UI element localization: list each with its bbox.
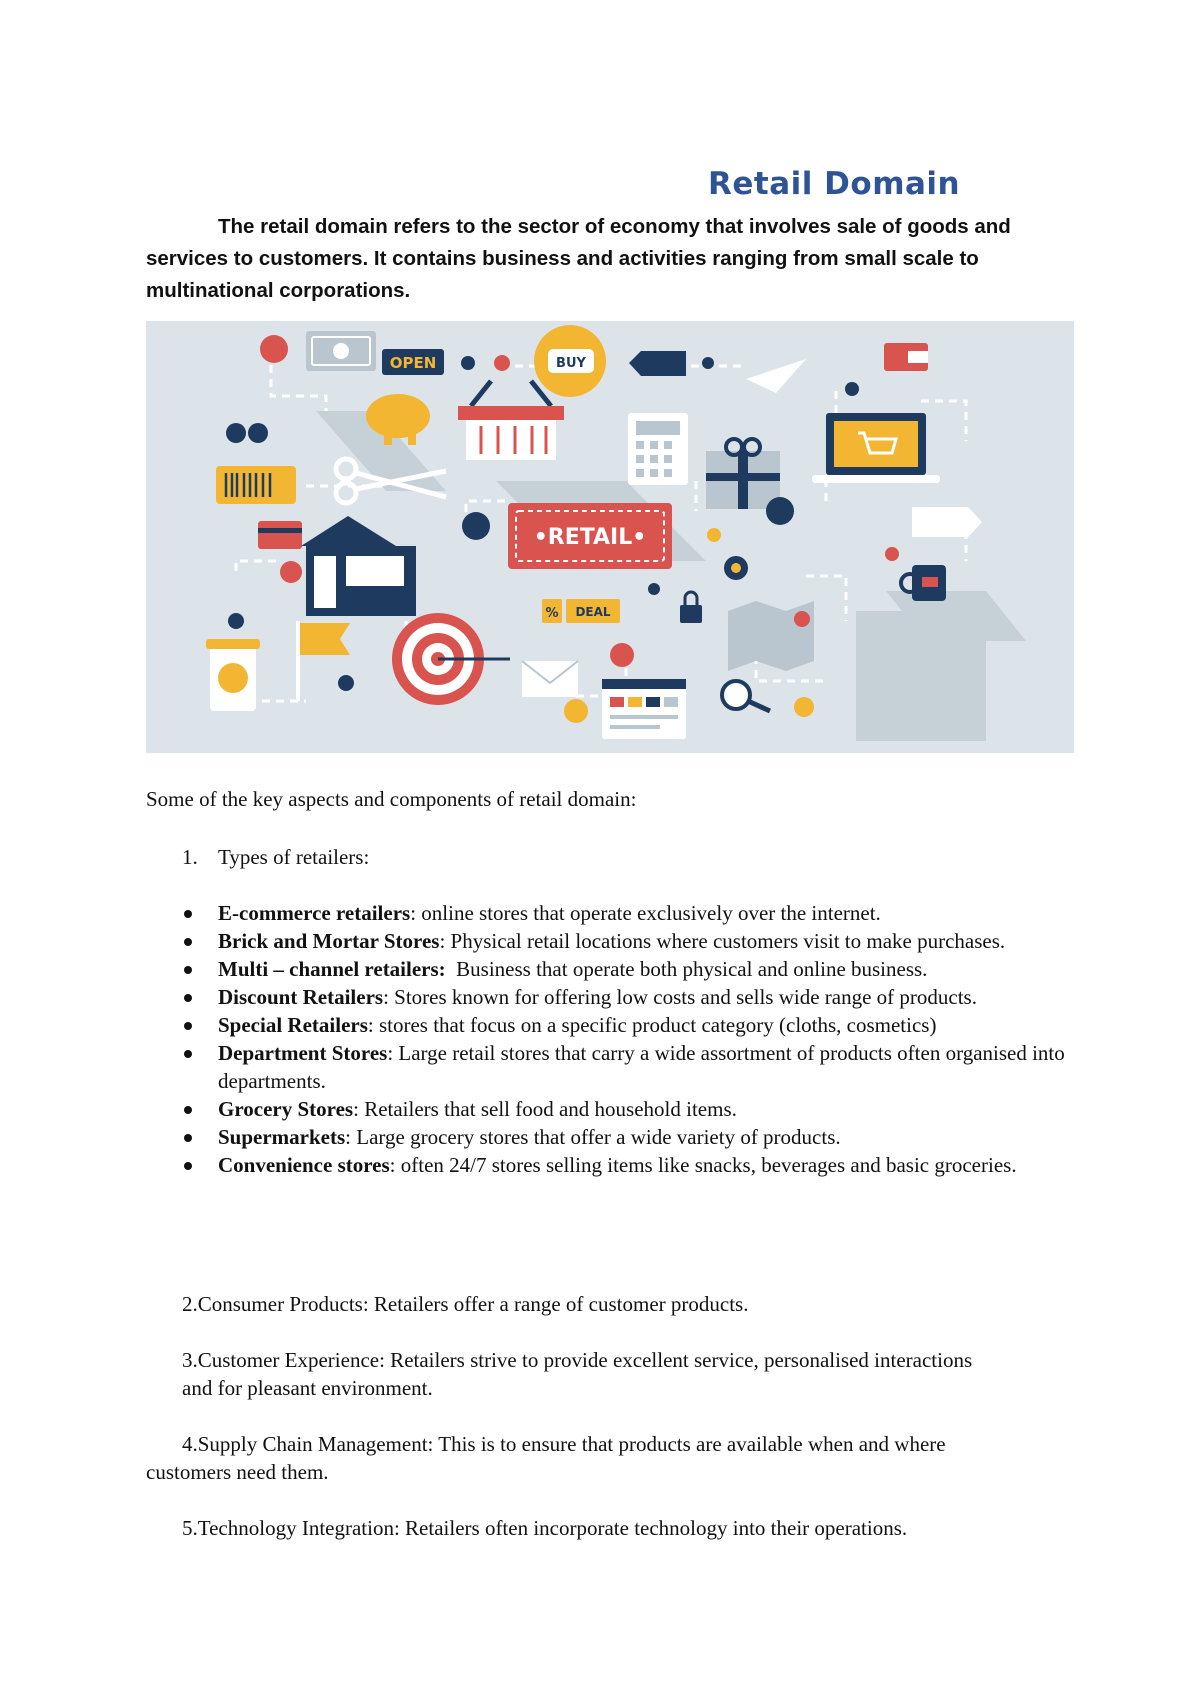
retailer-type-name: Multi – channel retailers: [218,957,446,981]
page-title: Retail Domain [708,166,961,202]
retailer-type-desc: : often 24/7 stores selling items like snacks, beverages and basic groceries. [389,1153,1017,1177]
point-number: 4. [182,1432,198,1456]
retail-illustration [146,321,1074,753]
bullet-dot [184,966,192,974]
shopping-basket-icon [458,381,564,460]
price-tag-icon [629,351,686,376]
retailer-type-desc: : Stores known for offering low costs and sells wide range of products. [383,985,977,1009]
coupon-tag-icon [912,507,982,537]
retail-illustration-graphic [146,321,1074,753]
buy-label: BUY [556,356,586,371]
browser-window-icon [602,679,686,739]
red-dot-icon [280,561,302,583]
point-number: 5. [182,1516,198,1540]
list-heading [182,843,369,871]
list-item [146,1151,1076,1179]
paper-plane-icon [746,359,806,393]
retailer-type-desc: : Large retail stores that carry a wide assortment of products often organised into departments. [218,1041,1071,1093]
retailer-type-name: Brick and Mortar Stores [218,929,440,953]
list-item [146,899,1076,927]
list-item [146,1039,1076,1095]
retailer-types-list [146,899,1076,1179]
retailer-type-desc: : Large grocery stores that offer a wide variety of products. [345,1125,841,1149]
retailer-type-name: Discount Retailers [218,985,384,1009]
piggy-bank-icon [366,394,430,438]
list-item [146,955,1076,983]
lock-icon [680,605,702,623]
list-item [146,1123,1076,1151]
bullet-dot [184,910,192,918]
list-item [146,1095,1076,1123]
point-text: Customer Experience: Retailers strive to provide excellent service, personalised interactions and for pleasant environment. [182,1348,973,1400]
credit-card-icon [258,521,302,549]
open-sign-label: OPEN [389,354,437,372]
magnifier-icon [722,681,750,709]
retailer-type-name: Convenience stores [218,1153,390,1177]
list-item [146,1011,1076,1039]
gift-box-icon [706,439,780,509]
retailer-type-desc: Business that operate both physical and online business. [445,957,928,981]
retailer-type-name: E-commerce retailers [218,901,411,925]
target-icon [392,613,510,705]
bullet-dot [184,1022,192,1030]
point-number: 2. [182,1292,198,1316]
point-text: Technology Integration: Retailers often incorporate technology into their operations. [197,1516,908,1540]
retailer-type-name: Supermarkets [218,1125,346,1149]
point-5 [182,1514,1082,1542]
point-3 [182,1346,1002,1402]
retailer-type-name: Special Retailers [218,1013,368,1037]
list-item [146,927,1076,955]
point-4 [146,1430,1026,1486]
bullet-dot [184,938,192,946]
point-2 [182,1290,1082,1318]
retailer-type-desc: : Physical retail locations where customers visit to make purchases. [439,929,1006,953]
retailer-type-name: Department Stores [218,1041,388,1065]
navy-dot-icon [228,613,244,629]
point-text: Consumer Products: Retailers offer a range of customer products. [197,1292,749,1316]
binoculars-icon [226,423,246,443]
percent-label: % [545,606,559,621]
store-house-icon [301,516,416,616]
location-pin-icon [794,611,810,627]
bullet-dot [184,1134,192,1142]
retailer-type-desc: : stores that focus on a specific product category (cloths, cosmetics) [367,1013,937,1037]
retailer-type-name: Grocery Stores [218,1097,354,1121]
bullet-dot [184,1162,192,1170]
key-aspects-lead: Some of the key aspects and components of retail domain: [146,787,637,811]
retail-banner-icon [508,503,672,569]
deal-label: DEAL [575,605,611,619]
list-heading-number: 1. [182,845,198,869]
point-text: Supply Chain Management: This is to ensure that products are available when and where customers need them. [146,1432,946,1484]
retail-banner-label: •RETAIL• [533,525,647,550]
list-item [146,983,1076,1011]
retailer-type-desc: : Retailers that sell food and household items. [353,1097,737,1121]
point-number: 3. [182,1348,198,1372]
red-dot-icon [260,335,288,363]
list-heading-text: Types of retailers: [218,845,370,869]
retailer-type-desc: : online stores that operate exclusively over the internet. [410,901,881,925]
bullet-dot [184,994,192,1002]
laptop-cart-icon [812,413,940,483]
intro-paragraph: The retail domain refers to the sector of economy that involves sale of goods and services to customers. It contains business and activities ranging from small scale to multinational corporations. [146,215,1011,302]
bullet-dot [184,1050,192,1058]
bullet-dot [184,1106,192,1114]
